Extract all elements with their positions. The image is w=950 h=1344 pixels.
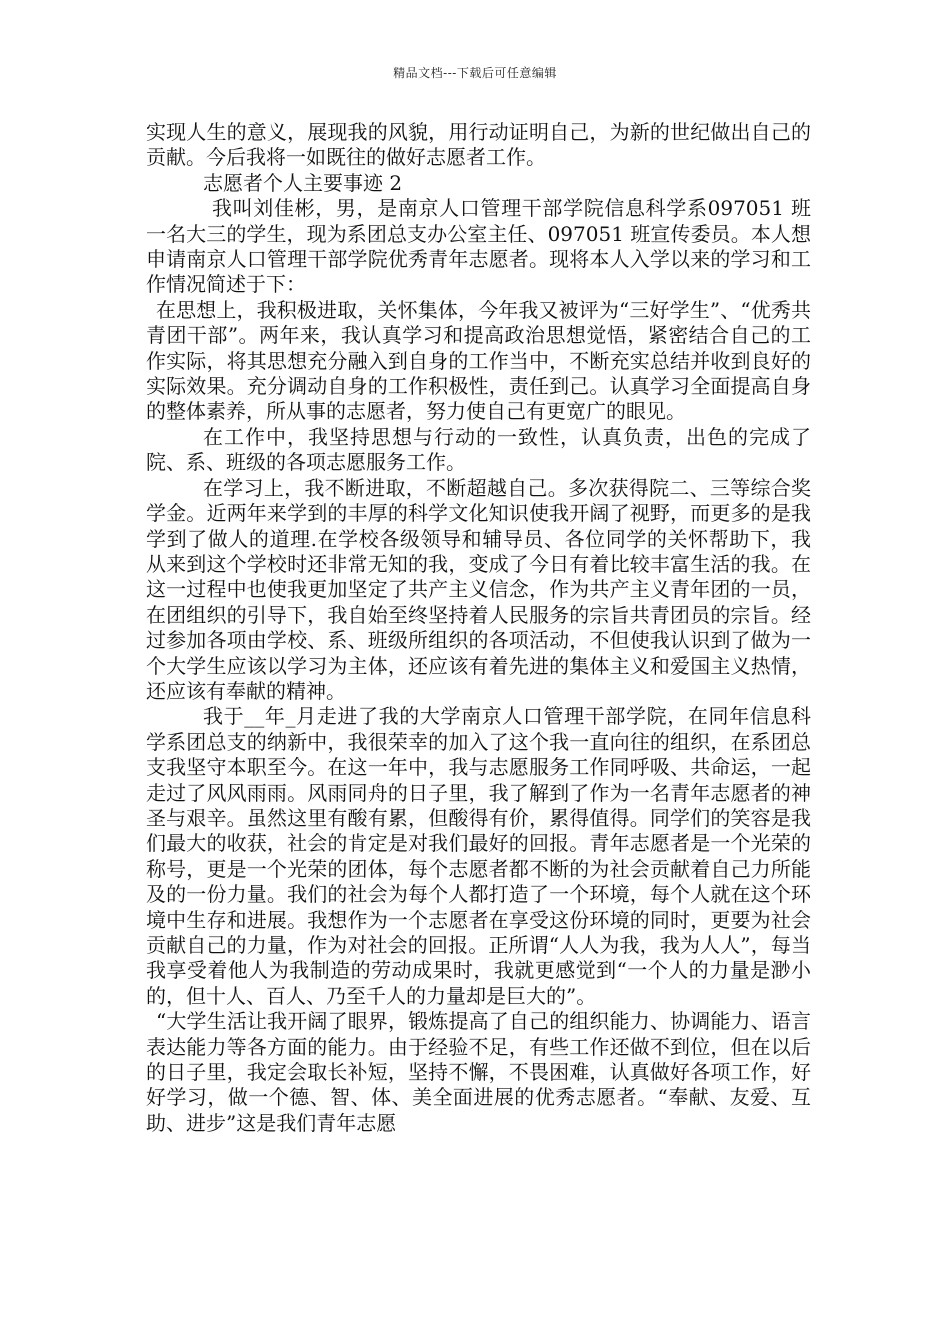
paragraph-study: 在学习上，我不断进取，不断超越自己。多次获得院二、三等综合奖学金。近两年来学到的丰厚的科学文化知识使我开阔了视野，而更多的是我学到了做人的道理.在学校各级领导和辅导员、各位同学的关怀帮助下，我从来到这个学校时还非常无知的我，变成了今日有着比较丰富生活的我。在这一过程中也使我更加坚定了共产主义信念，作为共产主义青年团的一员，在团组织的引导下，我自始至终坚持着人民服务的宗旨共青团员的宗旨。经过参加各项由学校、系、班级所组织的各项活动，不但使我认识到了做为一个大学生应该以学习为主体，还应该有着先进的集体主义和爱国主义热情，还应该有奉献的精神。 xyxy=(146,475,811,703)
paragraph-work: 在工作中，我坚持思想与行动的一致性，认真负责，出色的完成了院、系、班级的各项志愿服务工作。 xyxy=(146,424,811,475)
page-header: 精品文档---下载后可任意编辑 xyxy=(393,66,557,80)
paragraph-closing: “大学生活让我开阔了眼界，锻炼提高了自己的组织能力、协调能力、语言表达能力等各方面的能力。由于经验不足，有些工作还做不到位，但在以后的日子里，我定会取长补短，坚持不懈，不畏困难，认真做好各项工作，好好学习，做一个德、智、体、美全面进展的优秀志愿者。“奉献、友爱、互助、进步”这是我们青年志愿 xyxy=(146,1009,811,1135)
paragraph-volunteer: 我于__年_月走进了我的大学南京人口管理干部学院，在同年信息科学系团总支的纳新中，我很荣幸的加入了这个我一直向往的组织，在系团总支我坚守本职至今。在这一年中，我与志愿服务工作同呼吸、共命运，一起走过了风风雨雨。风雨同舟的日子里，我了解到了作为一名青年志愿者的神圣与艰辛。虽然这里有酸有累，但酸得有价，累得值得。同学们的笑容是我们最大的收获，社会的肯定是对我们最好的回报。青年志愿者是一个光荣的称号，更是一个光荣的团体，每个志愿者都不断的为社会贡献着自己力所能及的一份力量。我们的社会为每个人都打造了一个环境，每个人就在这个环境中生存和进展。我想作为一个志愿者在享受这份环境的同时，更要为社会贡献自己的力量，作为对社会的回报。正所谓“人人为我，我为人人”，每当我享受着他人为我制造的劳动成果时，我就更感觉到“一个人的力量是渺小的，但十人、百人、乃至千人的力量却是巨大的”。 xyxy=(146,704,811,1008)
paragraph-thought: 在思想上，我积极进取，关怀集体，今年我又被评为“三好学生”、“优秀共青团干部”。两年来，我认真学习和提高政治思想觉悟，紧密结合自己的工作实际，将其思想充分融入到自身的工作当中，不断充实总结并收到良好的实际效果。充分调动自身的工作积极性，责任到己。认真学习全面提高自身的整体素养，所从事的志愿者，努力使自己有更宽广的眼见。 xyxy=(146,297,811,424)
paragraph-intro-end: 实现人生的意义，展现我的风貌，用行动证明自己，为新的世纪做出自己的贡献。今后我将一如既往的做好志愿者工作。 xyxy=(146,120,811,170)
document-body xyxy=(146,120,811,1136)
section-heading: 志愿者个人主要事迹 2 xyxy=(203,170,403,195)
paragraph-self-intro: 我叫刘佳彬，男，是南京人口管理干部学院信息科学系097051 班一名大三的学生，现为系团总支办公室主任、097051 班宣传委员。本人想申请南京人口管理干部学院优秀青年志愿者。现将本人入学以来的学习和工作情况简述于下： xyxy=(146,196,811,297)
